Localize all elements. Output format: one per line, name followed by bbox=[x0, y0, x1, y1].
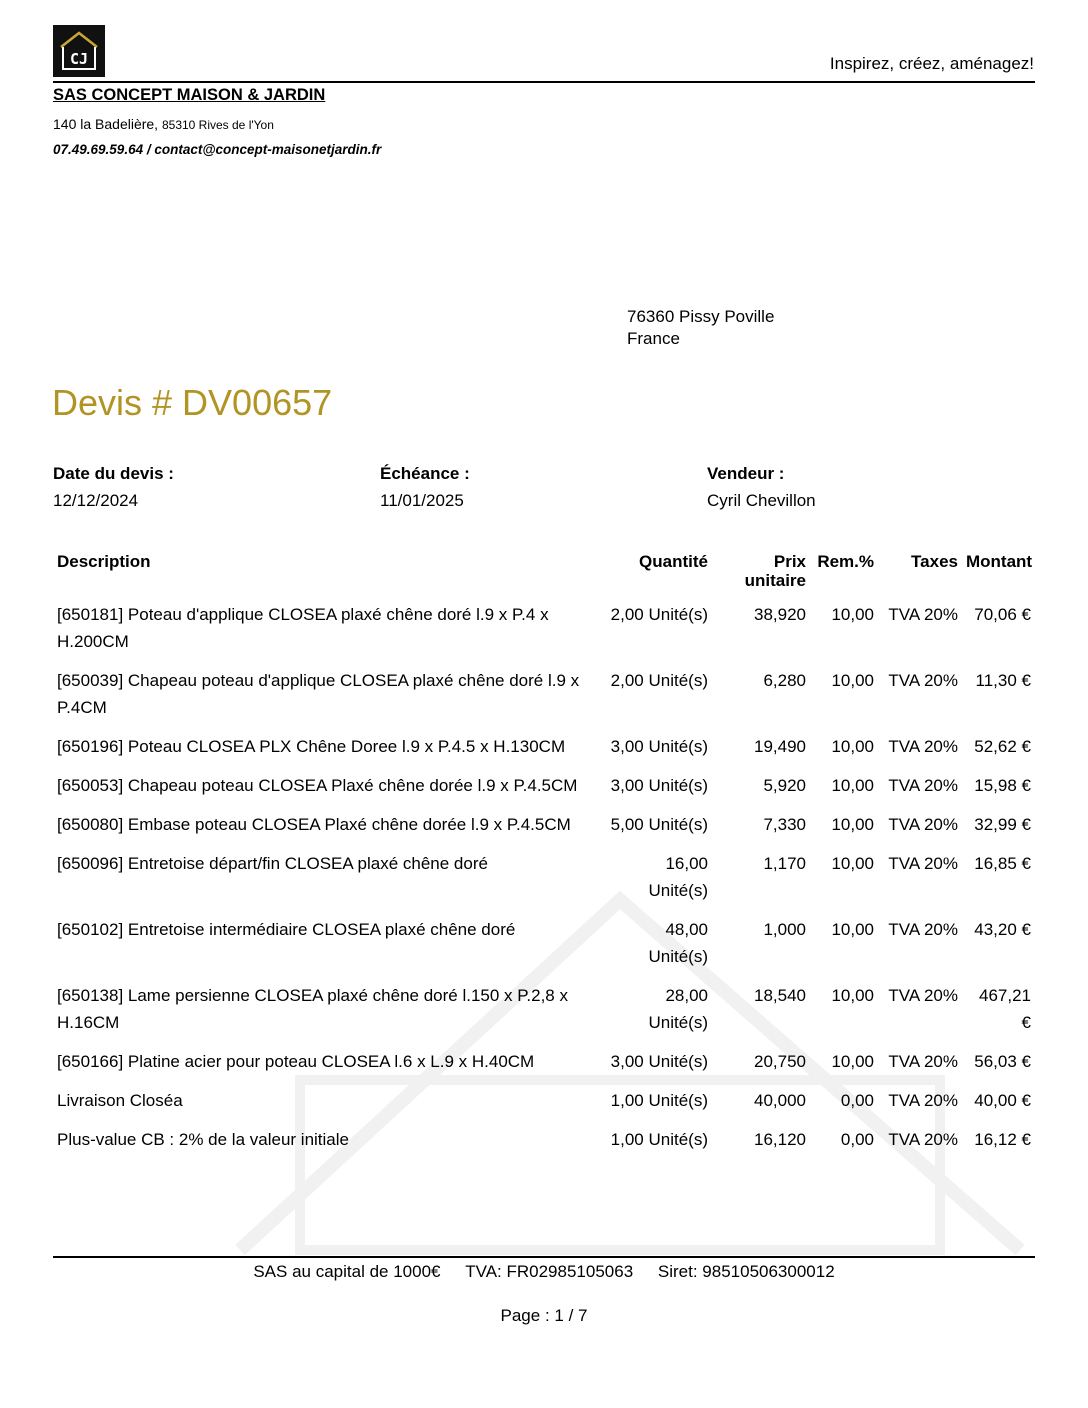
due-date-label: Échéance : bbox=[380, 464, 470, 483]
line-unit-price: 40,000 bbox=[754, 1091, 806, 1110]
table-row bbox=[53, 1082, 1035, 1121]
line-description: [650102] Entretoise intermédiaire CLOSEA plaxé chêne doré bbox=[57, 920, 516, 939]
line-description: [650080] Embase poteau CLOSEA Plaxé chêne dorée l.9 x P.4.5CM bbox=[57, 815, 571, 834]
line-description: [650181] Poteau d'applique CLOSEA plaxé chêne doré l.9 x P.4 x H.200CM bbox=[57, 605, 549, 651]
line-unit-price: 1,000 bbox=[763, 920, 806, 939]
quote-date-value: 12/12/2024 bbox=[53, 491, 139, 510]
line-description: [650039] Chapeau poteau d'applique CLOSEA plaxé chêne doré l.9 x P.4CM bbox=[57, 671, 580, 717]
line-unit-price: 20,750 bbox=[754, 1052, 806, 1071]
line-quantity: 48,00 Unité(s) bbox=[648, 920, 708, 966]
table-row bbox=[53, 806, 1035, 845]
company-logo bbox=[53, 25, 105, 77]
line-quantity: 28,00 Unité(s) bbox=[648, 986, 708, 1032]
line-discount: 10,00 bbox=[831, 815, 874, 834]
footer-vat: TVA: FR02985105063 bbox=[465, 1262, 634, 1281]
line-quantity: 5,00 Unité(s) bbox=[610, 815, 708, 834]
line-discount: 10,00 bbox=[831, 671, 874, 690]
footer-legal bbox=[0, 1262, 1088, 1282]
line-discount: 10,00 bbox=[831, 920, 874, 939]
line-taxes: TVA 20% bbox=[888, 737, 958, 756]
table-row bbox=[53, 662, 1035, 728]
line-amount: 40,00 € bbox=[974, 1091, 1031, 1110]
line-taxes: TVA 20% bbox=[888, 776, 958, 795]
footer-capital: SAS au capital de 1000€ bbox=[253, 1262, 441, 1281]
table-row bbox=[53, 728, 1035, 767]
line-taxes: TVA 20% bbox=[888, 920, 958, 939]
line-amount: 15,98 € bbox=[974, 776, 1031, 795]
company-name: SAS CONCEPT MAISON & JARDIN bbox=[53, 86, 326, 104]
col-header-description: Description bbox=[57, 552, 151, 571]
line-taxes: TVA 20% bbox=[888, 986, 958, 1005]
line-unit-price: 7,330 bbox=[763, 815, 806, 834]
line-taxes: TVA 20% bbox=[888, 1130, 958, 1149]
line-discount: 10,00 bbox=[831, 776, 874, 795]
line-amount: 16,12 € bbox=[974, 1130, 1031, 1149]
line-discount: 0,00 bbox=[840, 1130, 874, 1149]
line-unit-price: 18,540 bbox=[754, 986, 806, 1005]
table-header-row bbox=[53, 550, 1035, 596]
line-amount: 56,03 € bbox=[974, 1052, 1031, 1071]
line-unit-price: 19,490 bbox=[754, 737, 806, 756]
line-description: [650196] Poteau CLOSEA PLX Chêne Doree l.9 x P.4.5 x H.130CM bbox=[57, 737, 566, 756]
line-amount: 70,06 € bbox=[974, 605, 1031, 624]
line-unit-price: 1,170 bbox=[763, 854, 806, 873]
table-row bbox=[53, 767, 1035, 806]
line-discount: 10,00 bbox=[831, 854, 874, 873]
table-row bbox=[53, 911, 1035, 977]
table-row bbox=[53, 1121, 1035, 1160]
quote-date-block bbox=[53, 460, 174, 514]
document-title: Devis # DV00657 bbox=[52, 382, 333, 423]
col-header-amount: Montant bbox=[966, 552, 1033, 571]
page-number: Page : 1 / 7 bbox=[500, 1306, 588, 1325]
table-row bbox=[53, 977, 1035, 1043]
company-contact: 07.49.69.59.64 / contact@concept-maisonetjardin.fr bbox=[53, 142, 382, 157]
col-header-taxes: Taxes bbox=[911, 552, 958, 571]
line-quantity: 1,00 Unité(s) bbox=[610, 1091, 708, 1110]
line-description: Livraison Closéa bbox=[57, 1091, 183, 1110]
line-taxes: TVA 20% bbox=[888, 1091, 958, 1110]
quote-lines-table bbox=[53, 550, 1035, 1160]
line-description: [650053] Chapeau poteau CLOSEA Plaxé chêne dorée l.9 x P.4.5CM bbox=[57, 776, 578, 795]
line-quantity: 3,00 Unité(s) bbox=[610, 737, 708, 756]
col-header-discount: Rem.% bbox=[817, 552, 874, 571]
col-header-quantity: Quantité bbox=[639, 552, 708, 571]
line-unit-price: 5,920 bbox=[763, 776, 806, 795]
company-address bbox=[53, 116, 274, 132]
line-amount: 43,20 € bbox=[974, 920, 1031, 939]
line-amount: 16,85 € bbox=[974, 854, 1031, 873]
line-amount: 32,99 € bbox=[974, 815, 1031, 834]
line-taxes: TVA 20% bbox=[888, 605, 958, 624]
footer-divider bbox=[53, 1256, 1035, 1258]
col-header-unit-price: Prix unitaire bbox=[744, 552, 806, 590]
recipient-country: France bbox=[627, 329, 680, 348]
company-city: 85310 Rives de l'Yon bbox=[161, 118, 274, 132]
table-row bbox=[53, 596, 1035, 662]
footer-siret: Siret: 98510506300012 bbox=[657, 1262, 835, 1281]
line-description: Plus-value CB : 2% de la valeur initiale bbox=[57, 1130, 349, 1149]
line-description: [650096] Entretoise départ/fin CLOSEA plaxé chêne doré bbox=[57, 854, 488, 873]
due-date-block bbox=[380, 460, 470, 514]
line-discount: 10,00 bbox=[831, 986, 874, 1005]
table-row bbox=[53, 845, 1035, 911]
quote-date-label: Date du devis : bbox=[53, 464, 174, 483]
line-taxes: TVA 20% bbox=[888, 1052, 958, 1071]
line-quantity: 3,00 Unité(s) bbox=[610, 776, 708, 795]
tagline: Inspirez, créez, aménagez! bbox=[829, 54, 1034, 73]
company-street: 140 la Badelière, bbox=[53, 116, 159, 132]
recipient-city-line: 76360 Pissy Poville bbox=[627, 307, 775, 326]
line-description: [650166] Platine acier pour poteau CLOSEA l.6 x L.9 x H.40CM bbox=[57, 1052, 535, 1071]
line-quantity: 1,00 Unité(s) bbox=[610, 1130, 708, 1149]
line-amount: 467,21 € bbox=[979, 986, 1031, 1032]
line-discount: 10,00 bbox=[831, 1052, 874, 1071]
header-divider bbox=[53, 81, 1035, 83]
line-amount: 11,30 € bbox=[975, 671, 1031, 690]
line-amount: 52,62 € bbox=[974, 737, 1031, 756]
line-taxes: TVA 20% bbox=[888, 671, 958, 690]
line-unit-price: 6,280 bbox=[763, 671, 806, 690]
line-discount: 10,00 bbox=[831, 605, 874, 624]
line-unit-price: 38,920 bbox=[754, 605, 806, 624]
line-taxes: TVA 20% bbox=[888, 854, 958, 873]
due-date-value: 11/01/2025 bbox=[380, 491, 464, 510]
line-description: [650138] Lame persienne CLOSEA plaxé chêne doré l.150 x P.2,8 x H.16CM bbox=[57, 986, 568, 1032]
line-taxes: TVA 20% bbox=[888, 815, 958, 834]
seller-label: Vendeur : bbox=[707, 464, 785, 483]
line-quantity: 2,00 Unité(s) bbox=[610, 671, 708, 690]
line-quantity: 2,00 Unité(s) bbox=[610, 605, 708, 624]
line-unit-price: 16,120 bbox=[754, 1130, 806, 1149]
seller-block bbox=[707, 460, 816, 514]
logo-text: CJ bbox=[69, 50, 89, 68]
line-discount: 0,00 bbox=[840, 1091, 874, 1110]
seller-value: Cyril Chevillon bbox=[707, 491, 816, 510]
table-row bbox=[53, 1043, 1035, 1082]
line-quantity: 16,00 Unité(s) bbox=[648, 854, 708, 900]
recipient-address bbox=[627, 306, 774, 350]
table-body bbox=[53, 596, 1035, 1160]
line-quantity: 3,00 Unité(s) bbox=[610, 1052, 708, 1071]
line-discount: 10,00 bbox=[831, 737, 874, 756]
